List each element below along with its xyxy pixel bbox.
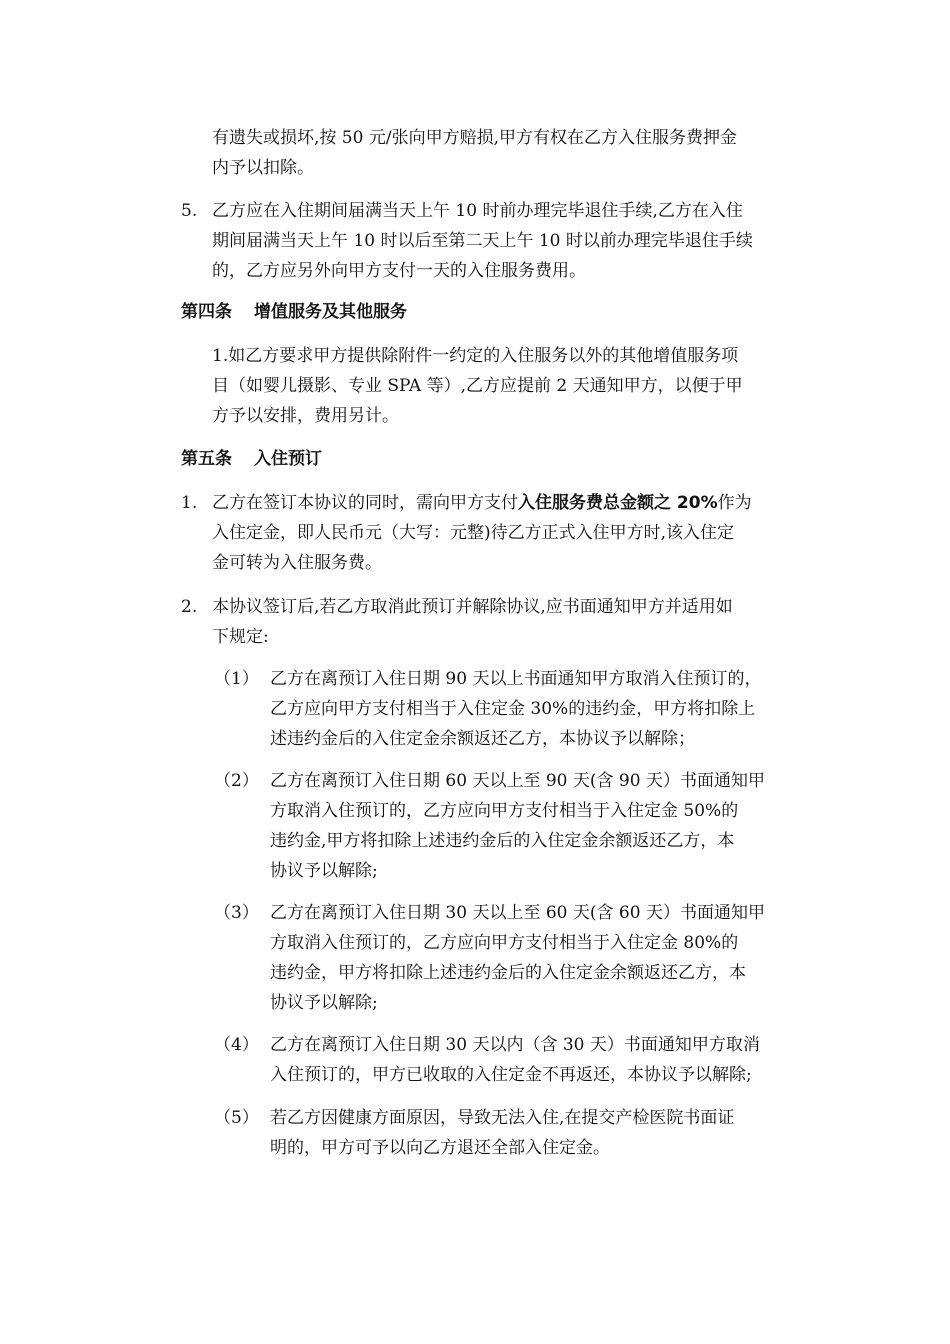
paragraph-line: 方取消入住预订的，乙方应向甲方支付相当于入住定金 50%的 (270, 801, 739, 821)
paragraph-line: 有遗失或损坏,按 50 元/张向甲方赔损,甲方有权在乙方入住服务费押金 (212, 128, 737, 148)
paragraph-line: 入住定金，即人民币元（大写：元整)待乙方正式入住甲方时,该入住定 (212, 523, 735, 543)
paragraph-line: 乙方在离预订入住日期 30 天以内（含 30 天）书面通知甲方取消 (270, 1035, 760, 1055)
article-5-item-2 (212, 592, 733, 652)
text-run: 乙方在签订本协议的同时，需向甲方支付 (212, 493, 518, 513)
sub-item-number: （3） (214, 903, 259, 923)
sub-item-1 (270, 664, 761, 754)
list-number: 1. (181, 493, 198, 513)
article-label: 第四条 (181, 302, 232, 322)
text-run: 作为 (717, 493, 752, 513)
paragraph-line: 内予以扣除。 (212, 158, 314, 178)
emphasized-text: 入住服务费总金额之 20% (518, 493, 718, 513)
paragraph-line: 1.如乙方要求甲方提供除附件一约定的入住服务以外的其他增值服务项 (212, 346, 739, 366)
paragraph-line: 金可转为入住服务费。 (212, 553, 382, 573)
sub-item-number: （4） (214, 1035, 259, 1055)
continued-paragraph (212, 123, 737, 183)
paragraph-line: 协议予以解除; (270, 993, 378, 1013)
paragraph-line: 乙方在离预订入住日期 90 天以上书面通知甲方取消入住预订的， (270, 669, 762, 689)
paragraph-line: 的，乙方应另外向甲方支付一天的入住服务费用。 (212, 261, 586, 281)
sub-item-3 (270, 898, 765, 1018)
sub-item-5 (270, 1103, 734, 1163)
article-label: 第五条 (181, 449, 232, 469)
paragraph-line: 述违约金后的入住定金余额返还乙方，本协议予以解除； (270, 729, 695, 749)
sub-item-2 (270, 766, 765, 886)
paragraph-line: 乙方应向甲方支付相当于入住定金 30%的违约金，甲方将扣除上 (270, 699, 756, 719)
paragraph-line (212, 488, 752, 518)
paragraph-line: 下规定: (212, 627, 269, 647)
article-title: 增值服务及其他服务 (254, 302, 407, 322)
paragraph-line: 明的，甲方可予以向乙方退还全部入住定金。 (270, 1138, 610, 1158)
paragraph-line: 本协议签订后,若乙方取消此预订并解除协议,应书面通知甲方并适用如 (212, 597, 733, 617)
paragraph-line: 乙方在离预订入住日期 30 天以上至 60 天(含 60 天）书面通知甲 (270, 903, 765, 923)
article-4-heading (181, 300, 407, 324)
paragraph-line: 期间届满当天上午 10 时以后至第二天上午 10 时以前办理完毕退住手续 (212, 231, 753, 251)
paragraph-line: 方取消入住预订的，乙方应向甲方支付相当于入住定金 80%的 (270, 933, 739, 953)
article-5-heading (181, 447, 322, 471)
list-item-5 (212, 196, 753, 286)
list-number: 2. (181, 597, 198, 617)
sub-item-number: （2） (214, 771, 259, 791)
article-4-item-1 (212, 341, 743, 431)
paragraph-line: 乙方在离预订入住日期 60 天以上至 90 天(含 90 天）书面通知甲 (270, 771, 765, 791)
paragraph-line: 若乙方因健康方面原因，导致无法入住,在提交产检医院书面证 (270, 1108, 735, 1128)
paragraph-line: 目（如婴儿摄影、专业 SPA 等）,乙方应提前 2 天通知甲方，以便于甲 (212, 376, 743, 396)
paragraph-line: 入住预订的，甲方已收取的入住定金不再返还，本协议予以解除; (270, 1065, 752, 1085)
paragraph-line: 违约金,甲方将扣除上述违约金后的入住定金余额返还乙方，本 (270, 831, 735, 851)
paragraph-line: 乙方应在入住期间届满当天上午 10 时前办理完毕退住手续,乙方在入住 (212, 201, 743, 221)
paragraph-line: 协议予以解除; (270, 861, 378, 881)
sub-item-number: （5） (214, 1108, 259, 1128)
paragraph-line: 方予以安排，费用另计。 (212, 406, 399, 426)
sub-item-4 (270, 1030, 760, 1090)
article-5-item-1 (212, 488, 752, 578)
paragraph-line: 违约金，甲方将扣除上述违约金后的入住定金余额返还乙方，本 (270, 963, 746, 983)
article-title: 入住预订 (254, 449, 322, 469)
list-number: 5. (181, 201, 198, 221)
sub-item-number: （1） (214, 669, 259, 689)
